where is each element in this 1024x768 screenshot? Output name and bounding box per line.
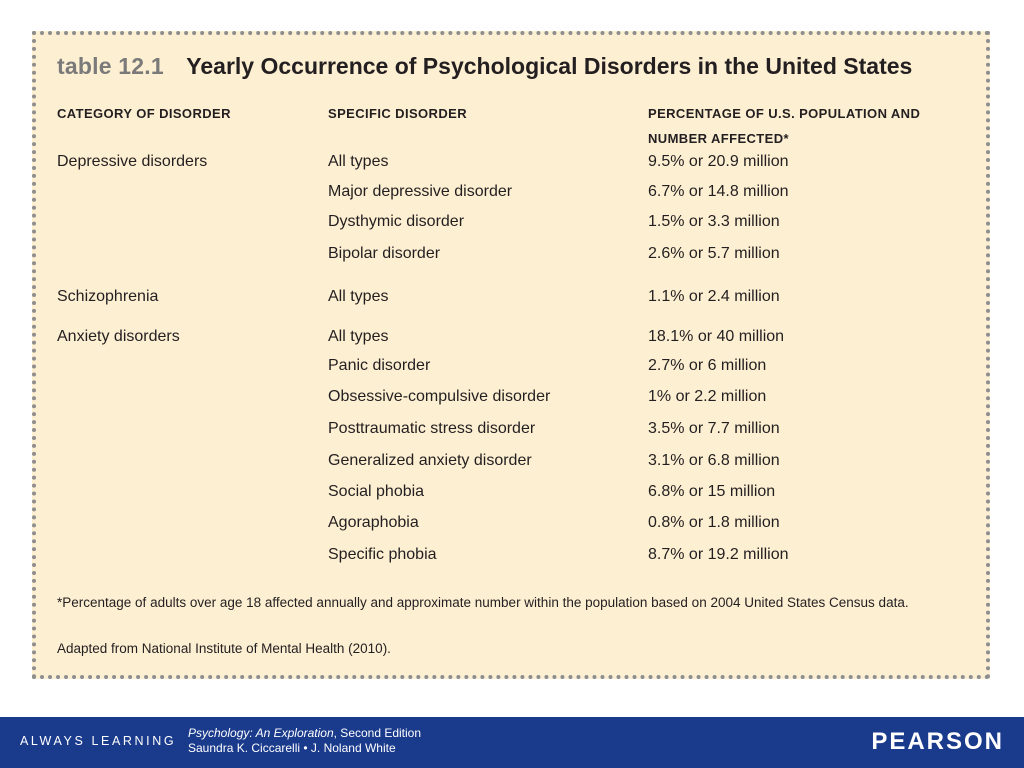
table-label: table 12.1 — [57, 53, 164, 79]
footer-tagline: ALWAYS LEARNING — [20, 734, 177, 748]
row-percentage: 1.5% or 3.3 million — [648, 213, 780, 230]
book-title-line — [188, 726, 421, 741]
row-specific-disorder: Specific phobia — [328, 546, 437, 563]
row-percentage: 6.7% or 14.8 million — [648, 183, 789, 200]
row-percentage: 0.8% or 1.8 million — [648, 514, 780, 531]
row-category: Anxiety disorders — [57, 328, 180, 345]
row-percentage: 1.1% or 2.4 million — [648, 288, 780, 305]
row-category: Depressive disorders — [57, 153, 208, 170]
book-info — [188, 726, 421, 756]
header-category: CATEGORY OF DISORDER — [57, 106, 231, 121]
row-specific-disorder: Generalized anxiety disorder — [328, 452, 532, 469]
table-panel — [32, 31, 990, 679]
row-specific-disorder: Panic disorder — [328, 357, 431, 374]
row-percentage: 1% or 2.2 million — [648, 388, 767, 405]
row-specific-disorder: Social phobia — [328, 483, 425, 500]
row-percentage: 9.5% or 20.9 million — [648, 153, 789, 170]
book-authors: Saundra K. Ciccarelli • J. Noland White — [188, 741, 396, 755]
header-specific: SPECIFIC DISORDER — [328, 106, 467, 121]
table-footnote: *Percentage of adults over age 18 affected annually and approximate number within the population based on 2004 United States Census data. — [57, 595, 909, 610]
row-percentage: 2.7% or 6 million — [648, 357, 767, 374]
row-specific-disorder: All types — [328, 328, 389, 345]
row-percentage: 3.1% or 6.8 million — [648, 452, 780, 469]
book-title: Psychology: An Exploration — [188, 726, 334, 740]
table-source: Adapted from National Institute of Mental Health (2010). — [57, 641, 391, 656]
row-specific-disorder: Agoraphobia — [328, 514, 419, 531]
row-category: Schizophrenia — [57, 288, 159, 305]
row-percentage: 3.5% or 7.7 million — [648, 420, 780, 437]
row-percentage: 6.8% or 15 million — [648, 483, 776, 500]
row-specific-disorder: Posttraumatic stress disorder — [328, 420, 536, 437]
table-title-row — [57, 53, 912, 80]
row-specific-disorder: All types — [328, 153, 389, 170]
row-percentage: 8.7% or 19.2 million — [648, 546, 789, 563]
row-percentage: 18.1% or 40 million — [648, 328, 785, 345]
row-specific-disorder: Obsessive-compulsive disorder — [328, 388, 551, 405]
pearson-logo: PEARSON — [871, 728, 1004, 755]
book-edition: , Second Edition — [333, 726, 422, 740]
footer-bar — [0, 717, 1024, 768]
row-percentage: 2.6% or 5.7 million — [648, 245, 780, 262]
row-specific-disorder: Major depressive disorder — [328, 183, 513, 200]
row-specific-disorder: All types — [328, 288, 389, 305]
row-specific-disorder: Bipolar disorder — [328, 245, 441, 262]
header-percentage: PERCENTAGE OF U.S. POPULATION AND NUMBER AFFECTED* — [648, 106, 921, 146]
table-title: Yearly Occurrence of Psychological Disorders in the United States — [186, 53, 913, 79]
row-specific-disorder: Dysthymic disorder — [328, 213, 465, 230]
